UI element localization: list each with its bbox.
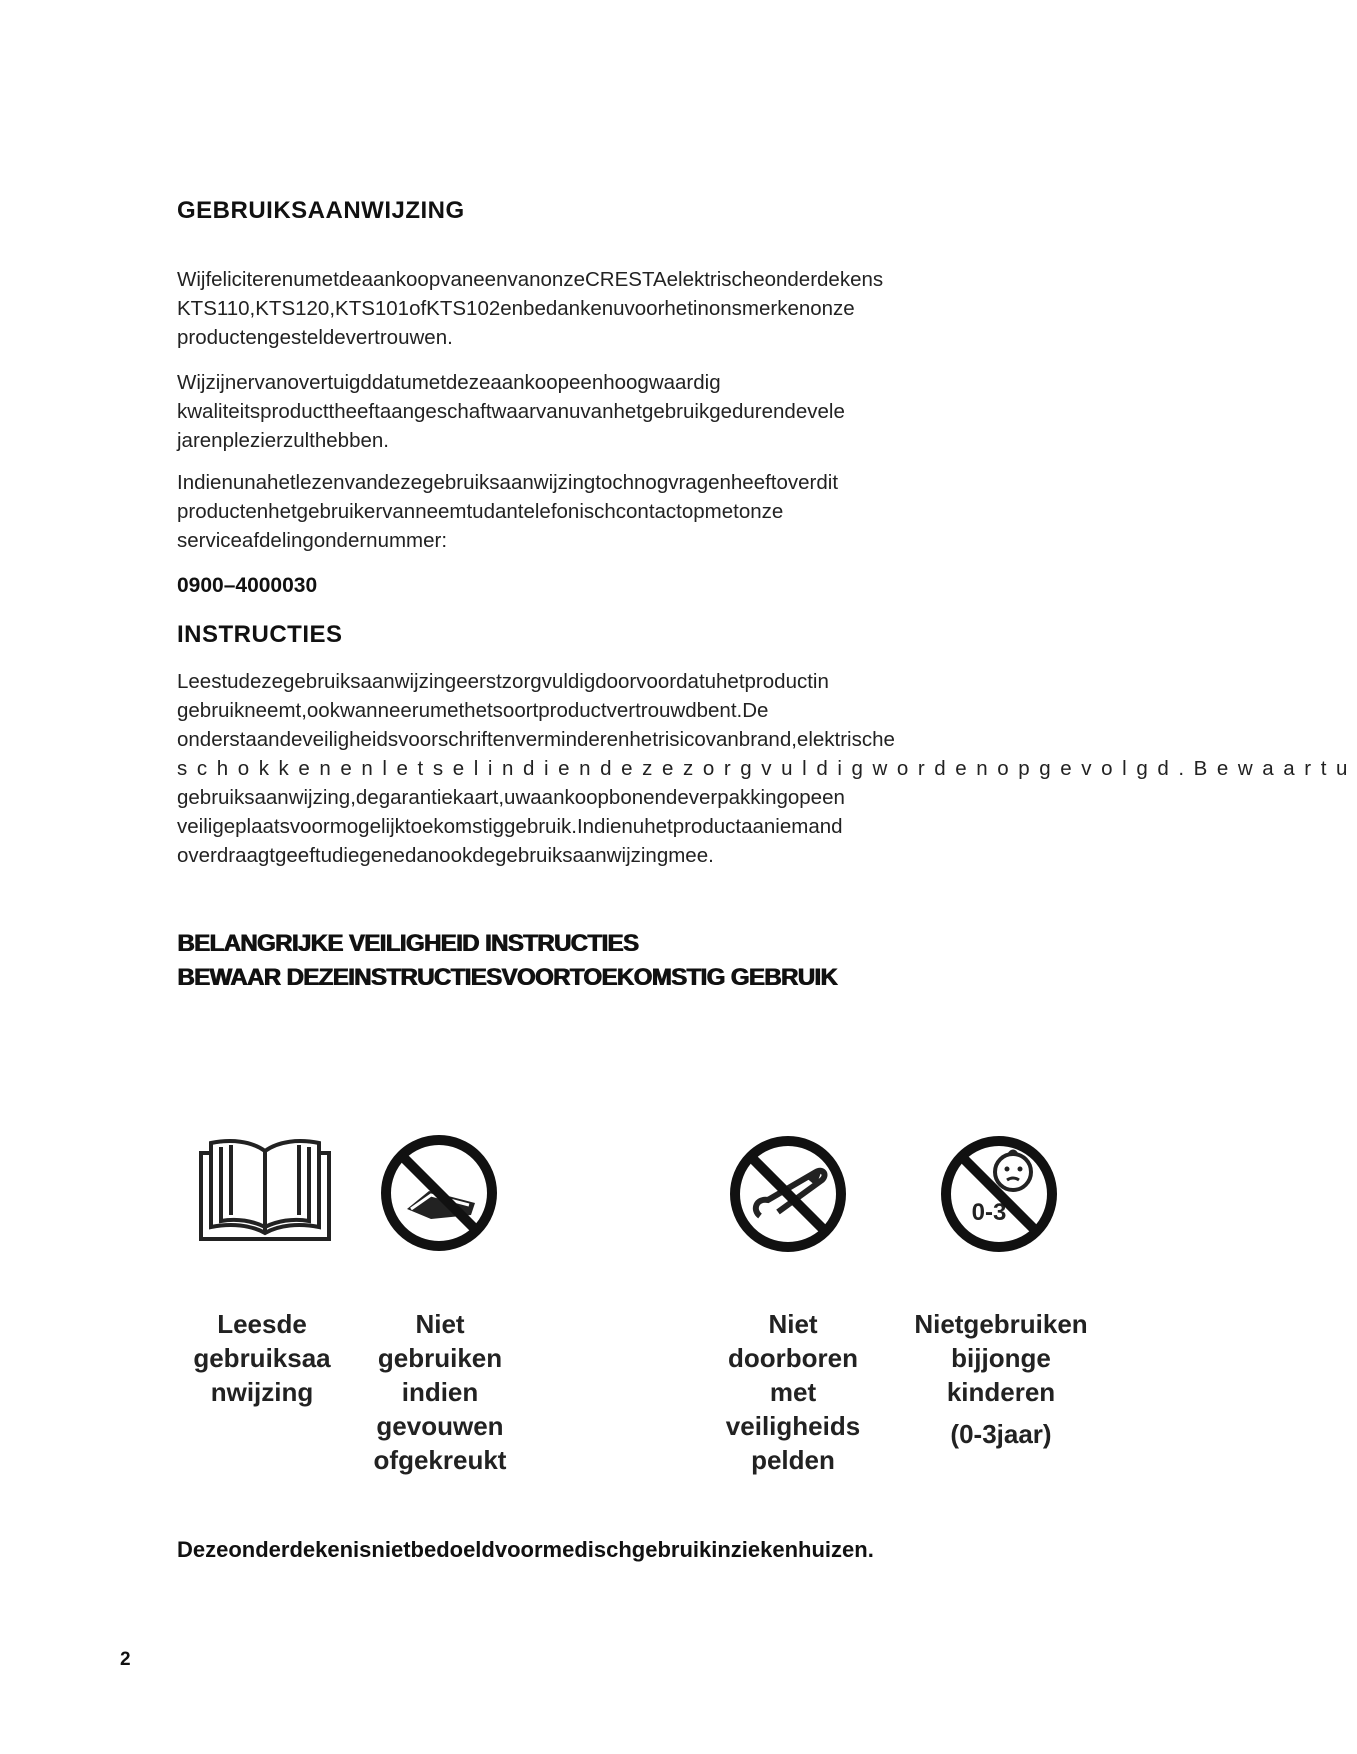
book-icon xyxy=(197,1135,333,1250)
age-badge: 0-3 xyxy=(971,1199,1007,1226)
no-pins-icon xyxy=(726,1132,850,1261)
age-note: (0-3jaar) xyxy=(950,1419,1052,1449)
caption-line: gebruiken xyxy=(377,1343,503,1373)
caption-line: ofgekreukt xyxy=(373,1445,507,1475)
caption-line: gevouwen xyxy=(376,1411,504,1441)
caption-line: doorboren xyxy=(728,1343,858,1373)
caption-line: gebruiksaa xyxy=(193,1343,331,1373)
text-line: WijfeliciterenumetdeaankoopvaneenvanonzeCRESTAelektrischeonderdekens xyxy=(177,268,884,291)
caption-read-manual xyxy=(182,1307,342,1409)
questions-paragraph xyxy=(177,468,1177,555)
caption-no-young-children xyxy=(896,1307,1106,1451)
text-line: KTS110,KTS120,KTS101ofKTS102enbedankenuvoorhetinonsmerkenonze xyxy=(177,297,855,320)
caption-line: kinderen xyxy=(946,1377,1056,1407)
text-line: overdraagtgeeftudiegenedanookdegebruiksaanwijzingmee. xyxy=(177,844,714,867)
caption-line: Niet xyxy=(768,1309,818,1339)
medical-use-note: Dezeonderdekenisnietbedoeldvoormedischgebruikinziekenhuizen. xyxy=(177,1537,874,1562)
instructions-paragraph xyxy=(177,667,1357,870)
safety-heading-2: BEWAAR DEZEINSTRUCTIESVOORTOEKOMSTIG GEBRUIK xyxy=(177,964,837,991)
text-line: schokkenenletselindiendezezorgvuldigwordenopgevolgd.Bewaartu xyxy=(177,757,1357,780)
intro-paragraph xyxy=(177,265,1177,352)
no-young-children-icon xyxy=(937,1132,1061,1261)
caption-no-pins xyxy=(708,1307,878,1477)
text-line: Wijzijnervanovertuigddatumetdezeaankoopeenhoogwaardig xyxy=(177,371,721,394)
caption-no-folding xyxy=(355,1307,525,1477)
text-line: onderstaandeveiligheidsvoorschriftenverminderenhetrisicovanbrand,elektrische xyxy=(177,728,895,751)
caption-line: met xyxy=(769,1377,817,1407)
page-number: 2 xyxy=(120,1649,131,1670)
caption-line: veiligheids xyxy=(725,1411,861,1441)
text-line: jarenplezierzulthebben. xyxy=(177,429,389,452)
text-line: kwaliteitsproducttheeftaangeschaftwaarvanuvanhetgebruikgedurendevele xyxy=(177,400,845,423)
caption-line: bijjonge xyxy=(951,1343,1051,1373)
quality-paragraph xyxy=(177,368,1177,455)
no-folding-icon xyxy=(377,1131,501,1260)
caption-line: Niet xyxy=(415,1309,465,1339)
phone-number: 0900–4000030 xyxy=(177,574,318,597)
heading-instructies: INSTRUCTIES xyxy=(177,621,343,648)
heading-gebruiksaanwijzing: GEBRUIKSAANWIJZING xyxy=(177,197,465,224)
caption-line: pelden xyxy=(751,1445,835,1475)
caption-line: nwijzing xyxy=(210,1377,314,1407)
text-line: gebruikneemt,ookwanneerumethetsoortproductvertrouwdbent.De xyxy=(177,699,769,722)
text-line: veiligeplaatsvoormogelijktoekomstiggebruik.Indienuhetproductaaniemand xyxy=(177,815,843,838)
caption-line: Leesde xyxy=(217,1309,307,1339)
text-line: Indienunahetlezenvandezegebruiksaanwijzingtochnogvragenheeftoverdit xyxy=(177,471,839,494)
safety-heading-1: BELANGRIJKE VEILIGHEID INSTRUCTIES xyxy=(177,930,638,957)
text-line: Leestudezegebruiksaanwijzingeerstzorgvuldigdoorvoordatuhetproductin xyxy=(177,670,829,693)
text-line: productengesteldevertrouwen. xyxy=(177,326,453,349)
caption-line: Nietgebruiken xyxy=(914,1309,1088,1339)
text-line: gebruiksaanwijzing,degarantiekaart,uwaankoopbonendeverpakkingopeen xyxy=(177,786,845,809)
caption-line: indien xyxy=(401,1377,479,1407)
text-line: productenhetgebruikervanneemtudantelefonischcontactopmetonze xyxy=(177,500,784,523)
text-line: serviceafdelingondernummer: xyxy=(177,529,448,552)
